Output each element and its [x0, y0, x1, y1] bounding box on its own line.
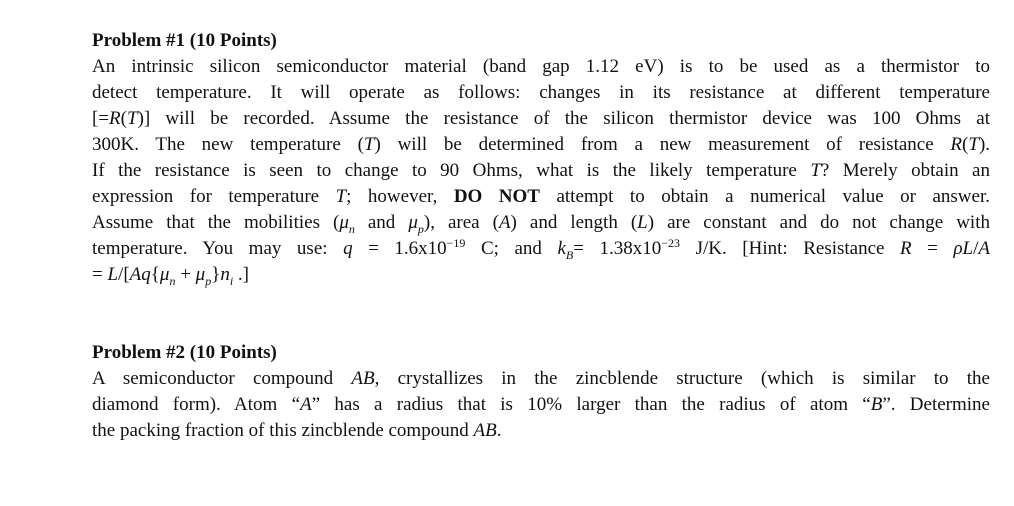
problem-2-line: the packing fraction of this zincblende compound AB. — [92, 420, 502, 441]
problem-1-line: [=R(T)] will be recorded. Assume the resistance of the silicon thermistor device was 100 Ohms at — [92, 108, 990, 129]
problem-2-line: diamond form). Atom “A” has a radius that is 10% larger than the radius of atom “B”. Determine — [92, 394, 990, 415]
problem-1-line: temperature. You may use: $q = 1.6x10^{-19}$ C; and $k_B= 1.38x10^{-23}$ J/K. [Hint: Resistance R = ρL/A — [92, 236, 991, 262]
problem-2-line: A semiconductor compound AB, crystallizes in the zincblende structure (which is similar to the — [92, 368, 990, 389]
problem-2-heading: Problem #2 (10 Points) — [92, 342, 277, 363]
problem-1-line: An intrinsic silicon semiconductor material (band gap 1.12 eV) is to be used as a thermistor to — [92, 56, 990, 77]
problem-1-line: Assume that the mobilities ($\mu_n$ and $\mu_p$), area (A) and length (L) are constant and do not change with — [92, 212, 990, 236]
problem-1-section — [92, 28, 990, 288]
section-spacer — [92, 288, 990, 340]
problem-2-section — [92, 340, 990, 444]
problem-1-line: expression for temperature T; however, DO NOT attempt to obtain a numerical value or answer. — [92, 186, 990, 207]
problem-1-heading: Problem #1 (10 Points) — [92, 30, 277, 51]
problem-1-line: = $L/[Aq\{\mu_n + \mu_p\}n_i$ .] — [92, 264, 249, 288]
problem-1-line: detect temperature. It will operate as follows: changes in its resistance at different temperature — [92, 82, 990, 103]
document-page — [92, 28, 990, 444]
problem-1-line: 300K. The new temperature (T) will be determined from a new measurement of resistance R(T). — [92, 134, 991, 155]
problem-1-line: If the resistance is seen to change to 90 Ohms, what is the likely temperature T? Merely obtain an — [92, 160, 990, 181]
